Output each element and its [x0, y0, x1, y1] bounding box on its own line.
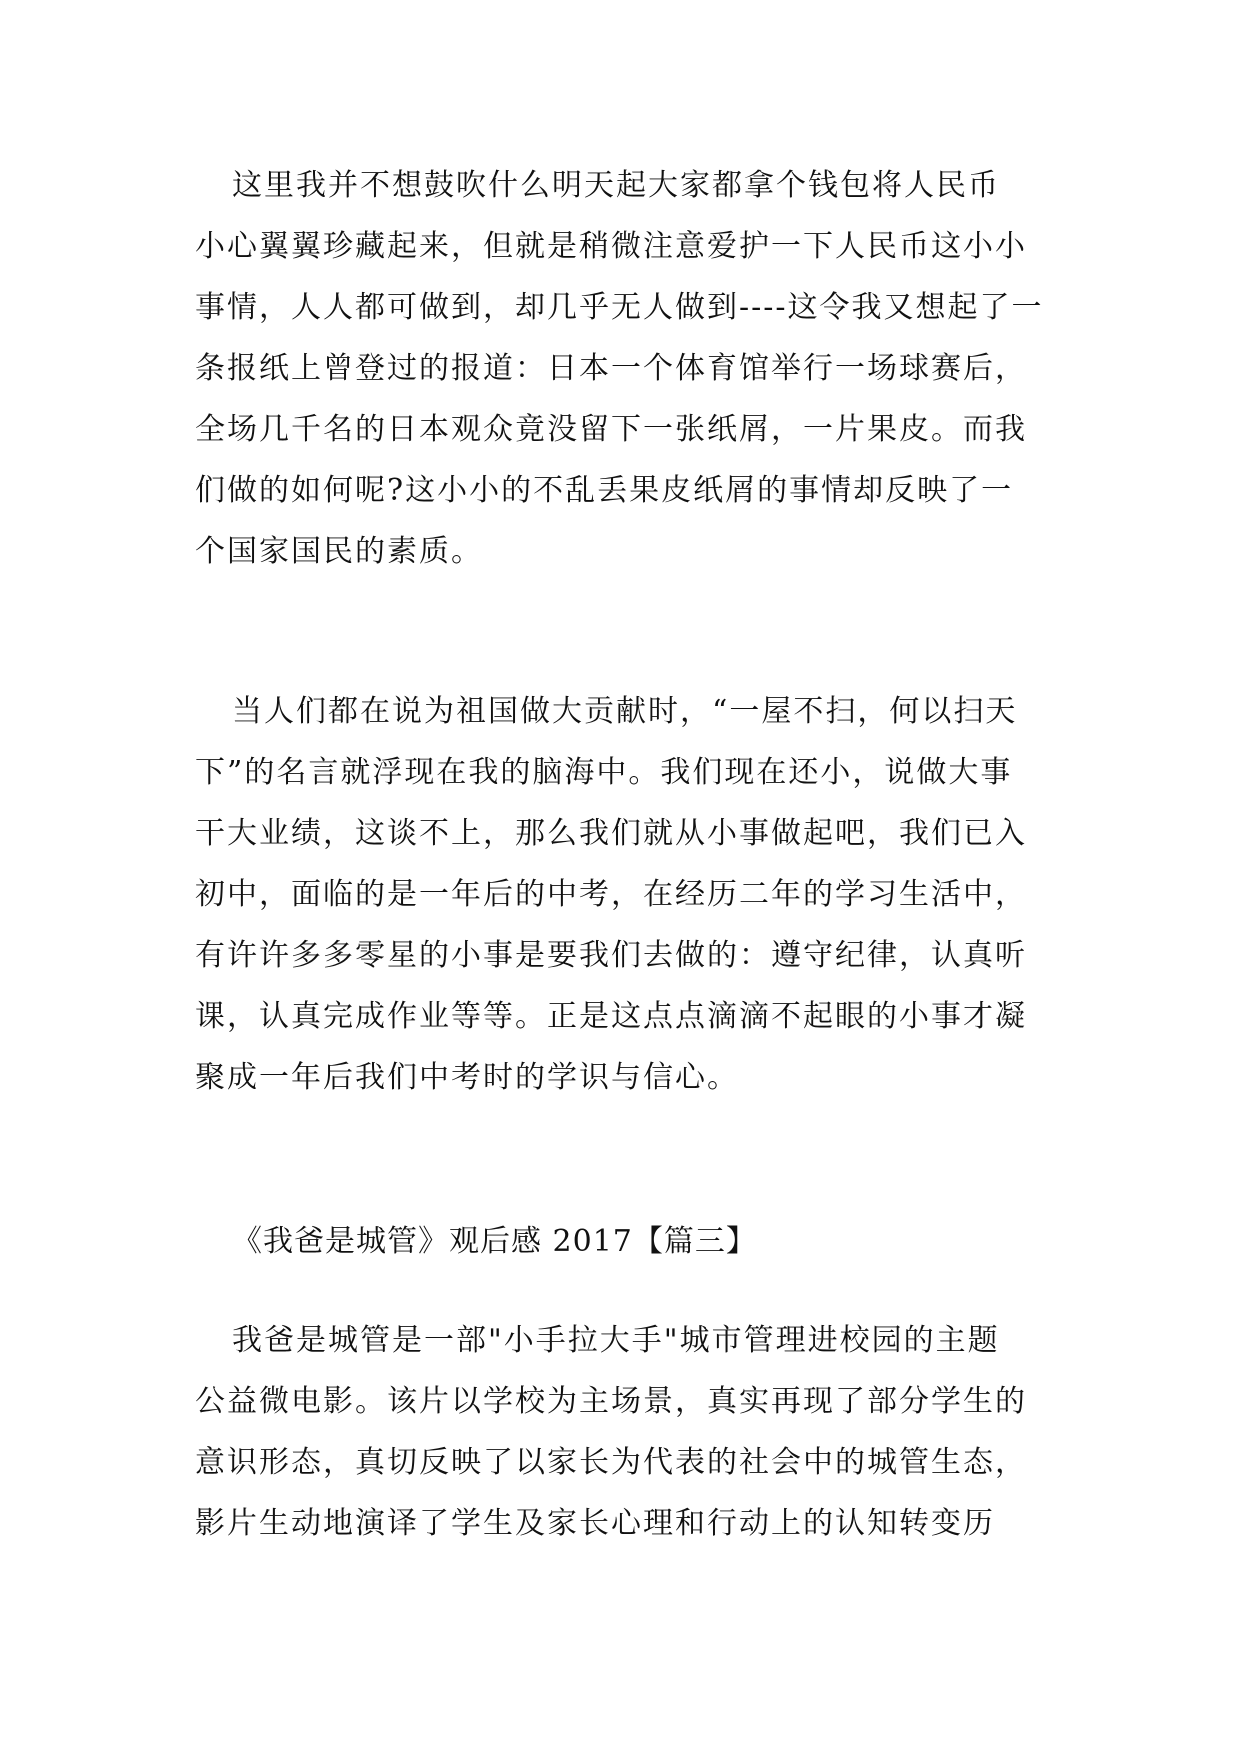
section-heading: 《我爸是城管》观后感 2017【篇三】: [232, 1224, 757, 1259]
paragraph-2: [195, 681, 1075, 1108]
text-line: 课，认真完成作业等等。正是这点点滴滴不起眼的小事才凝: [195, 999, 1027, 1034]
text-line: 聚成一年后我们中考时的学识与信心。: [195, 1060, 739, 1095]
text-line: 们做的如何呢?这小小的不乱丢果皮纸屑的事情却反映了一: [195, 473, 1014, 508]
paragraph-3: [195, 1310, 1075, 1554]
paragraph-1: [195, 155, 1075, 582]
text-line: 有许许多多零星的小事是要我们去做的：遵守纪律，认真听: [195, 938, 1027, 973]
text-line: 事情，人人都可做到，却几乎无人做到----这令我又想起了一: [195, 290, 1044, 325]
text-line: 小心翼翼珍藏起来，但就是稍微注意爱护一下人民币这小小: [195, 229, 1027, 264]
text-line: 影片生动地演译了学生及家长心理和行动上的认知转变历: [195, 1506, 995, 1541]
text-line: 干大业绩，这谈不上，那么我们就从小事做起吧，我们已入: [195, 816, 1027, 851]
text-line: 当人们都在说为祖国做大贡献时，“一屋不扫，何以扫天: [232, 694, 1018, 729]
text-line: 个国家国民的素质。: [195, 534, 483, 569]
text-line: 我爸是城管是一部"小手拉大手"城市管理进校园的主题: [232, 1323, 1000, 1358]
text-line: 公益微电影。该片以学校为主场景，真实再现了部分学生的: [195, 1384, 1027, 1419]
text-line: 这里我并不想鼓吹什么明天起大家都拿个钱包将人民币: [232, 168, 1000, 203]
text-line: 下”的名言就浮现在我的脑海中。我们现在还小，说做大事: [195, 755, 1013, 790]
text-line: 初中，面临的是一年后的中考，在经历二年的学习生活中，: [195, 877, 1027, 912]
text-line: 意识形态，真切反映了以家长为代表的社会中的城管生态，: [195, 1445, 1027, 1480]
text-line: 全场几千名的日本观众竟没留下一张纸屑，一片果皮。而我: [195, 412, 1027, 447]
text-line: 条报纸上曾登过的报道：日本一个体育馆举行一场球赛后，: [195, 351, 1027, 386]
